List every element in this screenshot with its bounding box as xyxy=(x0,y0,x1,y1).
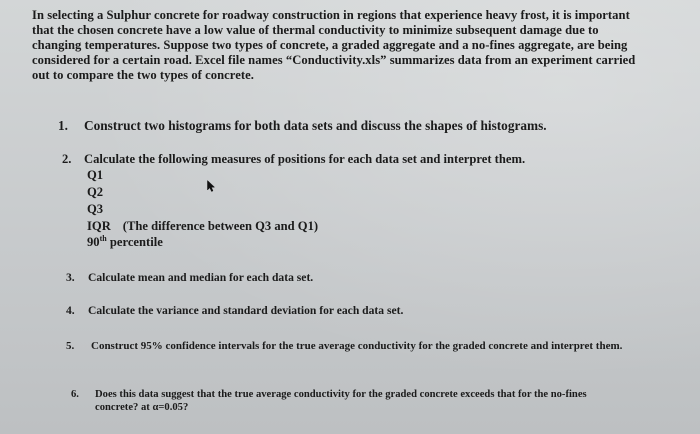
measure-q1: Q1 xyxy=(87,168,104,182)
question-text: Calculate the following measures of positions for each data set and interpret them. xyxy=(84,152,526,166)
question-number: 1. xyxy=(58,118,68,133)
measure-90th-percentile xyxy=(87,235,163,250)
measure-q3: Q3 xyxy=(87,202,104,216)
measure-q2: Q2 xyxy=(87,185,104,199)
question-text: Construct two histograms for both data sets and discuss the shapes of histograms. xyxy=(84,118,547,133)
iqr-note: (The difference between Q3 and Q1) xyxy=(122,219,319,233)
question-text: Construct 95% confidence intervals for the true average conductivity for the graded concrete and interpret them. xyxy=(91,340,623,352)
question-number: 6. xyxy=(71,389,79,400)
mouse-pointer-icon xyxy=(207,180,215,192)
question-number: 2. xyxy=(62,152,72,166)
percentile-word: percentile xyxy=(109,235,163,249)
question-text: Does this data suggest that the true average conductivity for the graded concrete exceeds that for the no-fines concrete? at α=0.05? xyxy=(95,389,587,413)
question-text: Calculate mean and median for each data set. xyxy=(88,271,314,284)
percentile-suffix: th xyxy=(99,233,107,243)
measure-iqr xyxy=(87,219,318,234)
iqr-label: IQR xyxy=(87,219,111,233)
question-number: 3. xyxy=(66,271,75,284)
question-number: 5. xyxy=(66,340,75,352)
question-number: 4. xyxy=(66,304,75,317)
percentile-number: 90 xyxy=(87,235,100,249)
problem-intro: In selecting a Sulphur concrete for roadway construction in regions that experience heavy frost, it is important that the chosen concrete have a low value of thermal conductivity to minimize subsequent damage due to changing temperatures. Suppose two types of concrete, a graded aggregate and a no-fines aggregate, are being considered for a certain road. Excel file names “Conductivity.xls” summarizes data from an experiment carried out to compare the two types of concrete. xyxy=(32,8,636,82)
question-text: Calculate the variance and standard deviation for each data set. xyxy=(88,304,404,317)
